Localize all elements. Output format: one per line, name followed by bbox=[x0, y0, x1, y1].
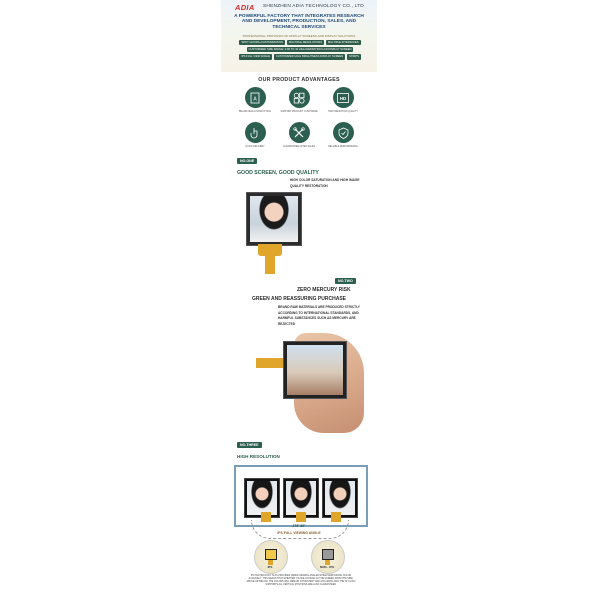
advantage-label: HIGH DEFINITION QUALITY bbox=[328, 111, 358, 113]
section-two-heading-2: GREEN AND REASSURING PURCHASE bbox=[252, 296, 346, 302]
flex-cable-tail bbox=[265, 256, 275, 274]
modules-icon bbox=[289, 87, 310, 108]
advantage-item bbox=[275, 122, 323, 148]
ips-label: IPS FULL VIEWING ANGLE bbox=[277, 531, 321, 535]
advantages-title: OUR PRODUCT ADVANTAGES bbox=[258, 77, 340, 83]
advantage-item bbox=[319, 87, 367, 113]
company-logo bbox=[235, 3, 255, 11]
non-ips-circle-label: NON - IPS bbox=[319, 565, 335, 569]
feature-pill: IPS FULL VIEW ANGLE bbox=[241, 55, 270, 59]
feature-pill: MULTIPLE RESOLUTIONS bbox=[289, 41, 322, 44]
touch-icon bbox=[245, 122, 266, 143]
section-one-heading: GOOD SCREEN, GOOD QUALITY bbox=[237, 170, 319, 176]
section-three-heading: HIGH RESOLUTION bbox=[237, 454, 280, 459]
feature-pill: CUSTOMIZED HIGH BRIGHTNESS DISPLAY SCREEN bbox=[275, 55, 344, 59]
a-grade-icon bbox=[245, 87, 266, 108]
advantage-label: QUICK DELIVERY bbox=[245, 146, 265, 148]
hd-icon bbox=[333, 87, 354, 108]
advantage-item bbox=[275, 87, 323, 113]
advantage-label: SUPPORT PRODUCT CUSTOMIZE bbox=[280, 111, 318, 113]
feature-pill: SPOT GOODS+CUSTOMIZATION bbox=[241, 41, 284, 44]
section-two-tag: NO.TWO bbox=[335, 278, 356, 284]
header-banner bbox=[221, 0, 377, 72]
tagline: A POWERFUL FACTORY THAT INTEGRATES RESEARCH AND DEVELOPMENT, PRODUCTION, SALES, AND TECHNICAL SERVICES bbox=[234, 14, 364, 30]
advantage-item bbox=[319, 122, 367, 148]
section-one-tag: NO.ONE bbox=[237, 158, 257, 164]
tools-icon bbox=[289, 122, 310, 143]
angle-screen-image bbox=[325, 481, 355, 515]
company-name: SHENZHEN ADIA TECHNOLOGY CO., LTD bbox=[263, 4, 364, 9]
angle-value: 178° 89° bbox=[292, 524, 306, 528]
angle-screen-image bbox=[286, 481, 316, 515]
feature-pill: CUSTOMIZED SIZE RANGE: 0.96 TO 40 HIGH DEFINITION LCD DISPLAY SCREEN bbox=[248, 48, 352, 52]
lcd-in-hand-screen bbox=[283, 341, 347, 399]
advantage-item bbox=[231, 87, 279, 113]
subtagline: PROFESSIONAL PROVISION OF DISPLAY SCREENS AND DISPLAY SOLUTIONS bbox=[242, 34, 356, 38]
viewing-angle-arc bbox=[251, 520, 349, 539]
flex-cable bbox=[258, 244, 282, 256]
svg-text:HD: HD bbox=[339, 95, 347, 101]
advantage-label: RELIABLE PERFORMANCE bbox=[328, 146, 358, 148]
advantage-label: BRAND NEW A PRODUCTION bbox=[238, 111, 272, 113]
section-two-heading-1: ZERO MERCURY RISK bbox=[297, 287, 351, 293]
product-detail-column bbox=[221, 0, 377, 600]
ips-circle-label: IPS bbox=[267, 565, 273, 569]
ips-description: IPS TECHNOLOGY IS AN PROVIDES WIDER VIEWING ANGLES WHILE MAINTAINING COLOR ACCURACY. THIS MEANS THAT WHETHER YOU'RE LOOKING AT THE SCREEN FROM THE SIDE, ABOVE OR BELOW, THE COLORS WILL REMAIN CONSISTENT AND ACCURATE, AND THE TFT ALSO SUPPORTS ALL VERTICAL POSITIONS ARE ALSO GUARANTEED. bbox=[246, 575, 356, 586]
flex-cable bbox=[256, 358, 284, 368]
section-one-desc: HIGH COLOR SATURATION AND HIGH IMAGE QUALITY RESTORATION bbox=[290, 178, 360, 188]
section-two-desc: BRAND RAW MATERIALS ARE PRODUCED STRICTLY ACCORDING TO INTERNATIONAL STANDARDS, AND HARMFUL SUBSTANCES SUCH AS MERCURY ARE REJECTED bbox=[278, 305, 360, 326]
svg-text:A: A bbox=[253, 96, 257, 102]
logo-text: ADIA bbox=[235, 2, 255, 12]
square-lcd-screen bbox=[246, 192, 302, 246]
screen-portrait-image bbox=[250, 196, 298, 242]
advantage-item bbox=[231, 122, 279, 148]
angle-screen-image bbox=[247, 481, 277, 515]
feature-pill: STRIPS bbox=[349, 55, 359, 59]
advantage-label: GUARANTEED AFTER SALES bbox=[282, 146, 316, 148]
screen-woman-image bbox=[287, 345, 343, 395]
shield-icon bbox=[333, 122, 354, 143]
feature-pill: MULTIPLE INTERFACES bbox=[327, 41, 359, 44]
feature-pills bbox=[231, 40, 369, 60]
section-three-tag: NO.THREE bbox=[237, 442, 262, 448]
